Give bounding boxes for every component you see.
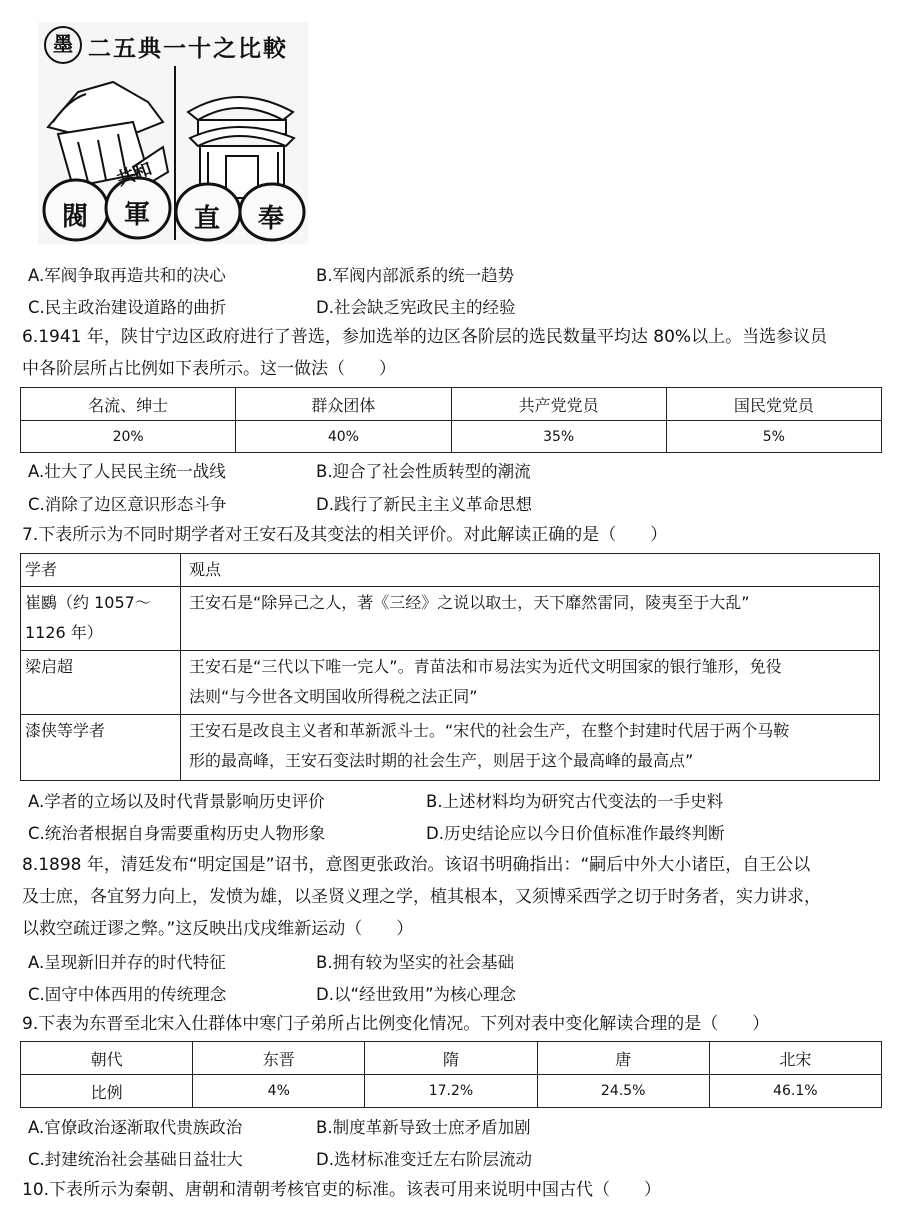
- q8-option-c: C.固守中体西用的传统理念: [28, 985, 227, 1004]
- q7-scholar: 1126 年）: [25, 623, 103, 642]
- q8-stem-line3: 以救空疏迂谬之弊。”这反映出戊戌维新运动（ ）: [22, 919, 414, 939]
- q7-view-line: 法则“与今世各文明国收所得税之法正同”: [189, 687, 478, 706]
- q9-table-header: 朝代: [21, 1042, 193, 1075]
- cartoon-title: 二五典一十之比較: [88, 35, 288, 62]
- q7-table-cell: [181, 651, 880, 715]
- q6-option-d: D.践行了新民主主义革命思想: [316, 495, 532, 514]
- q6-table: [20, 387, 882, 453]
- q7-option-a: A.学者的立场以及时代背景影响历史评价: [28, 792, 325, 811]
- q9-table-header: 东晋: [193, 1042, 365, 1075]
- q5-option-a: A.军阀争取再造共和的决心: [28, 266, 226, 285]
- q8-option-b: B.拥有较为坚实的社会基础: [316, 953, 515, 972]
- q9-table-header: 唐: [537, 1042, 709, 1075]
- q9-stem: 9.下表为东晋至北宋入仕群体中寒门子弟所占比例变化情况。下列对表中变化解读合理的是（ ）: [22, 1014, 770, 1034]
- cartoon: [38, 22, 308, 244]
- ball-label: 閥: [62, 202, 89, 232]
- q7-table-cell: 梁启超: [21, 651, 181, 715]
- ball-label: 奉: [258, 204, 285, 234]
- q6-table-header: 国民党党员: [666, 388, 881, 421]
- q5-option-c: C.民主政治建设道路的曲折: [28, 298, 227, 317]
- q8-stem-line2: 及士庶，各宜努力向上，发愤为雄，以圣贤义理之学，植其根本，又须博采西学之切于时务者，实力讲求，: [22, 887, 821, 907]
- q8-option-a: A.呈现新旧并存的时代特征: [28, 953, 226, 972]
- q9-table-header: 北宋: [709, 1042, 881, 1075]
- q7-table-header: 观点: [181, 554, 880, 587]
- q5-option-b: B.军阀内部派系的统一趋势: [316, 266, 515, 285]
- q9-option-a: A.官僚政治逐渐取代贵族政治: [28, 1118, 243, 1137]
- q7-table-cell: [21, 587, 181, 651]
- q10-stem: 10.下表所示为秦朝、唐朝和清朝考核官吏的标准。该表可用来说明中国古代（ ）: [22, 1180, 662, 1200]
- q9-option-d: D.选材标准变迁左右阶层流动: [316, 1150, 532, 1169]
- q6-table-header: 共产党党员: [451, 388, 666, 421]
- q9-table-header: 隋: [365, 1042, 537, 1075]
- q7-view-line: 形的最高峰，王安石变法时期的社会生产，则居于这个最高峰的最高点”: [189, 751, 694, 770]
- q9-table: [20, 1041, 882, 1108]
- q9-option-b: B.制度革新导致士庶矛盾加剧: [316, 1118, 531, 1137]
- q8-stem-line1: 8.1898 年，清廷发布“明定国是”诏书，意图更张政治。该诏书明确指出：“嗣后中外大小诸臣，自王公以: [22, 855, 811, 875]
- q7-table-cell: [181, 715, 880, 781]
- q9-table-cell: 24.5%: [537, 1075, 709, 1108]
- q9-table-cell: 4%: [193, 1075, 365, 1108]
- q9-option-c: C.封建统治社会基础日益壮大: [28, 1150, 243, 1169]
- q6-table-header: 群众团体: [236, 388, 451, 421]
- q6-table-cell: 40%: [236, 421, 451, 453]
- cartoon-seal: 墨: [44, 26, 82, 64]
- q7-option-b: B.上述材料均为研究古代变法的一手史料: [426, 792, 724, 811]
- q7-view-line: 王安石是改良主义者和革新派斗士。“宋代的社会生产，在整个封建时代居于两个马鞍: [189, 721, 790, 740]
- q6-option-c: C.消除了边区意识形态斗争: [28, 495, 227, 514]
- q7-option-d: D.历史结论应以今日价值标准作最终判断: [426, 824, 725, 843]
- q7-option-c: C.统治者根据自身需要重构历史人物形象: [28, 824, 326, 843]
- q7-table: [20, 553, 880, 781]
- q7-stem: 7.下表所示为不同时期学者对王安石及其变法的相关评价。对此解读正确的是（ ）: [22, 525, 668, 545]
- q6-stem-line2: 中各阶层所占比例如下表所示。这一做法（ ）: [22, 359, 396, 379]
- cartoon-middle-text: 共和: [114, 158, 156, 191]
- q6-option-b: B.迎合了社会性质转型的潮流: [316, 462, 531, 481]
- q9-table-cell: 46.1%: [709, 1075, 881, 1108]
- q6-option-a: A.壮大了人民民主统一战线: [28, 462, 226, 481]
- q9-table-cell: 17.2%: [365, 1075, 537, 1108]
- q5-option-d: D.社会缺乏宪政民主的经验: [316, 298, 516, 317]
- q7-scholar: 崔鶠（约 1057～: [25, 593, 151, 612]
- q9-table-cell: 比例: [21, 1075, 193, 1108]
- q8-option-d: D.以“经世致用”为核心理念: [316, 985, 517, 1004]
- q7-table-header: 学者: [21, 554, 181, 587]
- q6-table-cell: 35%: [451, 421, 666, 453]
- q6-table-cell: 5%: [666, 421, 881, 453]
- ball-label: 軍: [124, 200, 151, 230]
- q6-stem-line1: 6.1941 年，陕甘宁边区政府进行了普选，参加选举的边区各阶层的选民数量平均达 80%以上。当选参议员: [22, 327, 828, 347]
- q7-table-cell: 漆侠等学者: [21, 715, 181, 781]
- q7-table-cell: 王安石是“除异己之人，著《三经》之说以取士，天下靡然雷同，陵夷至于大乱”: [181, 587, 880, 651]
- ball-label: 直: [194, 204, 221, 234]
- q6-table-cell: 20%: [21, 421, 236, 453]
- q6-table-header: 名流、绅士: [21, 388, 236, 421]
- q7-view-line: 王安石是“三代以下唯一完人”。青苗法和市易法实为近代文明国家的银行雏形，免役: [189, 657, 782, 676]
